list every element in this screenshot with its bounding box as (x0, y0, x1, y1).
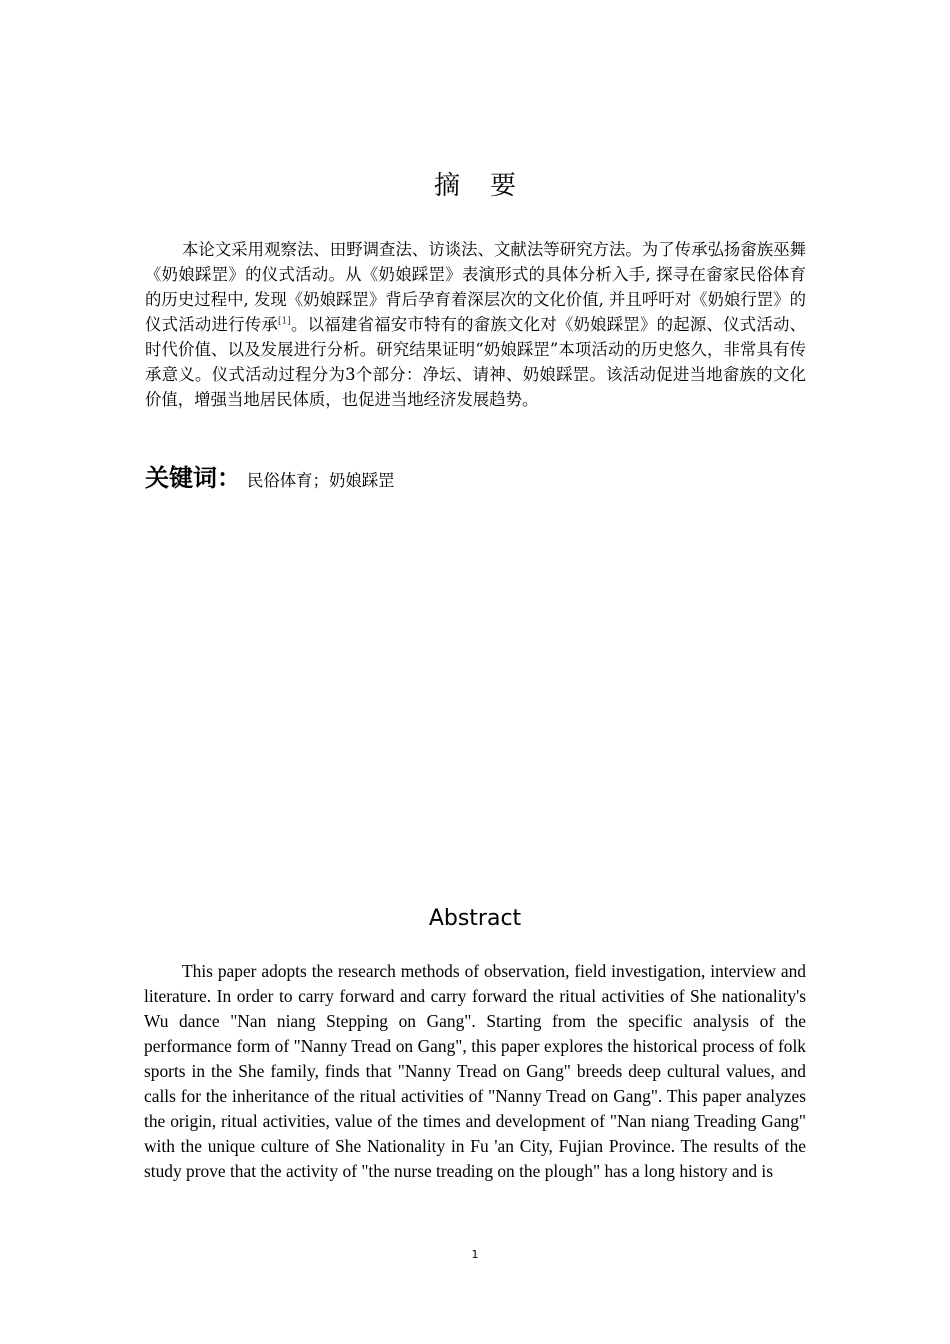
page-number: 1 (471, 1248, 479, 1261)
chinese-abstract-title: 摘要 (433, 171, 546, 201)
chinese-abstract-body (145, 237, 806, 412)
english-abstract-title: Abstract (428, 906, 522, 931)
keywords-text: 民俗体育；奶娘踩罡 (247, 471, 395, 490)
citation-marker: [1] (277, 316, 291, 327)
keywords-label: 关键词： (145, 464, 241, 492)
keywords-line (145, 462, 395, 497)
english-abstract-body: This paper adopts the research methods of observation, field investigation, interview and literature. In order to carry forward and carry forward the ritual activities of She nationality's Wu dance "Nan niang Stepping on Gang". Starting from the specific analysis of the performance form of "Nanny Tread on Gang", this paper explores the historical process of folk sports in the She family, finds that "Nanny Tread on Gang" breeds deep cultural values, and calls for the inheritance of the ritual activities of "Nanny Tread on Gang". This paper analyzes the origin, ritual activities, value of the times and development of "Nan niang Treading Gang" with the unique culture of She Nationality in Fu 'an City, Fujian Province. The results of the study prove that the activity of "the nurse treading on the plough" has a long history and is (144, 961, 806, 1181)
chinese-abstract-text-part1: 本论文采用观察法、田野调查法、访谈法、文献法等研究方法。为了传承弘扬畲族巫舞《奶娘踩罡》的仪式活动。从《奶娘踩罡》表演形式的具体分析入手, 探寻在畲家民俗体育的历史过程中, 发现《奶娘踩罡》背后孕育着深层次的文化价值, 并且呼吁对《奶娘行罡》的仪式活动进行传承 (145, 240, 806, 334)
chinese-abstract-text-part2: 。以福建省福安市特有的畲族文化对《奶娘踩罡》的起源、仪式活动、时代价值、以及发展进行分析。研究结果证明“奶娘踩罡”本项活动的历史悠久，非常具有传承意义。仪式活动过程分为3个部分：净坛、请神、奶娘踩罡。该活动促进当地畲族的文化价值，增强当地居民体质，也促进当地经济发展趋势。 (145, 315, 807, 409)
